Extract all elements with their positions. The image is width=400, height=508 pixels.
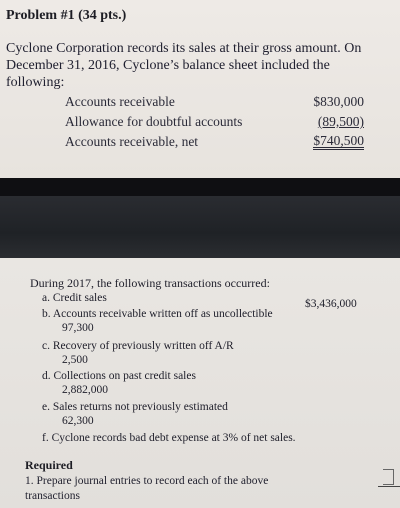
problem-title: Problem #1 (34 pts.) <box>6 8 127 23</box>
transaction-a-amount: $3,436,000 <box>305 298 357 310</box>
allowance-label: Allowance for doubtful accounts <box>65 114 243 129</box>
required-line-1: 1. Prepare journal entries to record each of the above <box>25 475 269 487</box>
ar-amount: $830,000 <box>313 94 364 109</box>
ar-net-amount: $740,500 <box>313 133 364 148</box>
intro-line-3: following: <box>6 75 65 90</box>
transaction-c-label: c. Recovery of previously written off A/R <box>42 340 234 352</box>
ar-net-label: Accounts receivable, net <box>65 134 199 149</box>
transaction-d-amount: 2,882,000 <box>62 384 108 396</box>
intro-line-2: December 31, 2016, Cyclone’s balance sheet included the <box>6 58 330 73</box>
allowance-amount: (89,500) <box>317 114 364 129</box>
transaction-e-amount: 62,300 <box>62 415 94 427</box>
ar-label: Accounts receivable <box>65 94 175 109</box>
transactions-intro: During 2017, the following transactions occurred: <box>30 276 270 290</box>
page-edge-bracket <box>383 469 394 485</box>
transaction-c-amount: 2,500 <box>62 354 88 366</box>
required-heading: Required <box>25 458 73 472</box>
transaction-d-label: d. Collections on past credit sales <box>42 370 196 382</box>
transaction-a-label: a. Credit sales <box>42 292 107 304</box>
transaction-e-label: e. Sales returns not previously estimated <box>42 401 228 413</box>
intro-line-1: Cyclone Corporation records its sales at their gross amount. On <box>6 41 362 56</box>
transaction-b-amount: 97,300 <box>62 322 94 334</box>
page-divider <box>0 196 400 258</box>
page-edge-line <box>378 486 400 487</box>
transaction-b-label: b. Accounts receivable written off as uncollectible <box>42 308 273 320</box>
required-line-2: transactions <box>25 490 80 502</box>
transaction-f-label: f. Cyclone records bad debt expense at 3% of net sales. <box>42 432 296 444</box>
page-divider-shadow <box>0 178 400 196</box>
